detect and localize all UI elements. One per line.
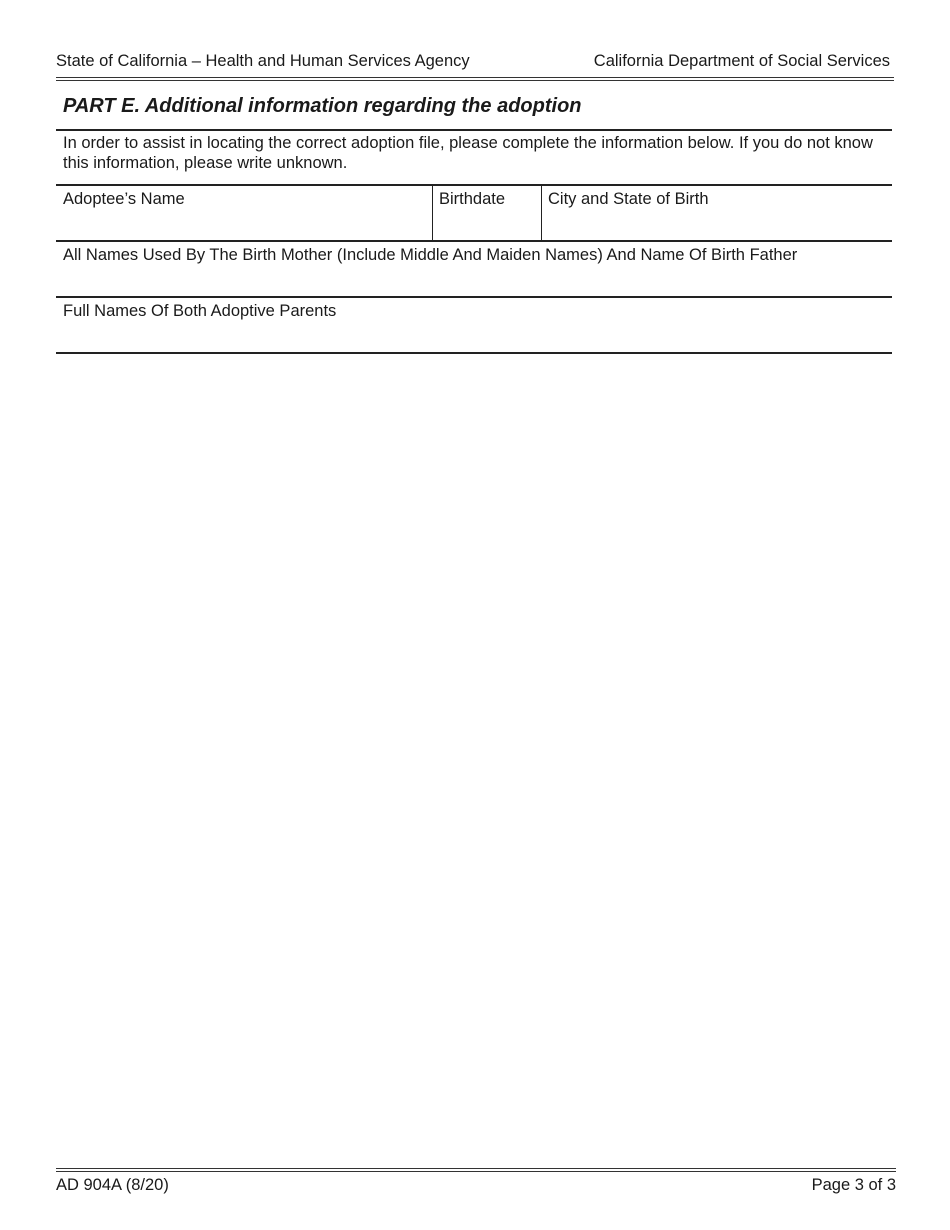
section-title: PART E. Additional information regarding the adoption <box>63 95 582 117</box>
row-divider <box>56 240 892 242</box>
section-bottom-rule <box>56 352 892 354</box>
footer-divider <box>56 1168 896 1172</box>
header-divider <box>56 77 894 81</box>
adoptive-parents-label: Full Names Of Both Adoptive Parents <box>63 302 337 320</box>
birthplace-label: City and State of Birth <box>548 190 709 208</box>
column-divider <box>432 185 433 241</box>
department-name: California Department of Social Services <box>593 52 890 70</box>
adoptive-parents-field[interactable] <box>63 324 885 348</box>
form-id: AD 904A (8/20) <box>56 1176 169 1194</box>
column-divider <box>541 185 542 241</box>
birthdate-field[interactable] <box>439 212 535 236</box>
page-number: Page 3 of 3 <box>811 1176 896 1194</box>
agency-name: State of California – Health and Human Services Agency <box>56 52 470 70</box>
instructions-text: In order to assist in locating the correct adoption file, please complete the information below. If you do not know this information, please write unknown. <box>63 134 873 172</box>
row-divider <box>56 184 892 186</box>
page-header <box>56 52 892 74</box>
birth-parents-label: All Names Used By The Birth Mother (Include Middle And Maiden Names) And Name Of Birth Father <box>63 246 798 264</box>
birthdate-label: Birthdate <box>439 190 506 208</box>
birth-parents-field[interactable] <box>63 268 885 292</box>
adoptee-name-field[interactable] <box>63 212 425 236</box>
section-top-rule <box>56 129 892 131</box>
adoptee-name-label: Adoptee’s Name <box>63 190 185 208</box>
row-divider <box>56 296 892 298</box>
birthplace-field[interactable] <box>548 212 886 236</box>
